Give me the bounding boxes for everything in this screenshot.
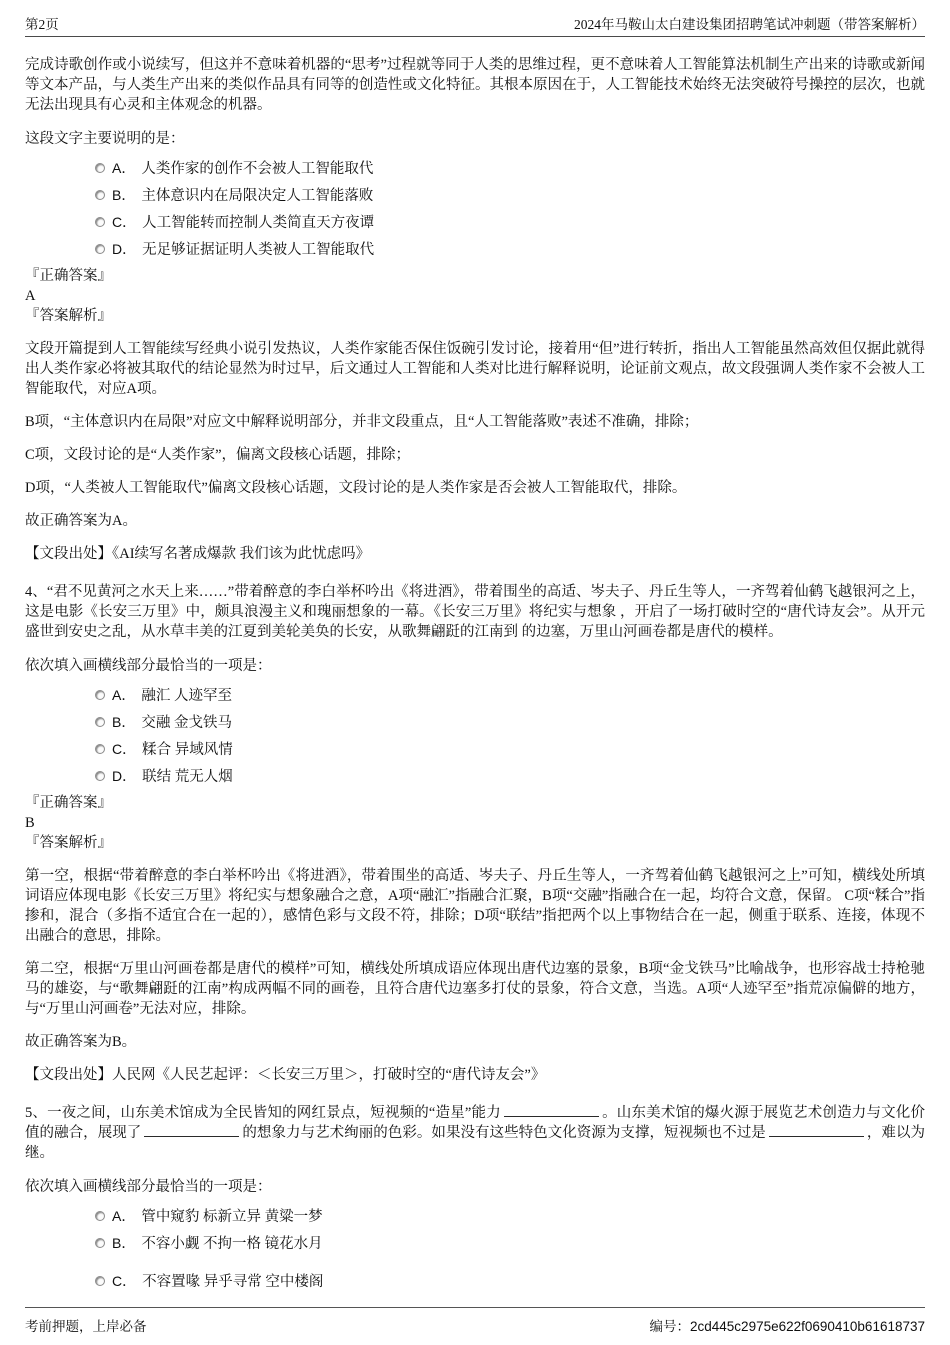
analysis-section-label: 『答案解析』 xyxy=(25,308,112,324)
option-text: 主体意识内在局限决定人工智能落败 xyxy=(141,188,374,204)
question-stem: 依次填入画横线部分最恰当的一项是： xyxy=(25,658,272,674)
option-letter: D． xyxy=(112,240,137,257)
radio-button-icon[interactable] xyxy=(95,717,105,727)
option-text: 不容小觑 不拘一格 镜花水月 xyxy=(141,1236,323,1252)
question-stem: 依次填入画横线部分最恰当的一项是： xyxy=(25,1179,272,1195)
option-letter: A． xyxy=(112,1207,136,1224)
radio-button-icon[interactable] xyxy=(95,690,105,700)
answer-block xyxy=(25,793,925,853)
question-passage xyxy=(25,1103,925,1163)
fill-blank-underline xyxy=(504,1104,599,1117)
footer-serial-label: 编号： xyxy=(649,1319,691,1334)
source-reference: 【文段出处】《AI续写名著成爆款 我们该为此忧虑吗》 xyxy=(25,546,371,562)
options-group xyxy=(25,157,925,259)
option-letter: C． xyxy=(112,213,137,230)
question-stem: 这段文字主要说明的是： xyxy=(25,131,185,147)
analysis-paragraph: D项，“人类被人工智能取代”偏离文段核心话题，文段讨论的是人类作家是否会被人工智能取代，排除。 xyxy=(25,480,687,496)
radio-button-icon[interactable] xyxy=(95,771,105,781)
answer-conclusion: 故正确答案为A。 xyxy=(25,513,137,529)
option-letter: C． xyxy=(112,740,137,757)
option-letter: A． xyxy=(112,686,136,703)
option-row[interactable] xyxy=(95,1270,925,1291)
option-row[interactable] xyxy=(95,211,925,232)
option-text: 人类作家的创作不会被人工智能取代 xyxy=(141,161,374,177)
passage-segment: 5、一夜之间，山东美术馆成为全民皆知的网红景点，短视频的“造星”能力 xyxy=(25,1105,501,1121)
footer-serial xyxy=(650,1315,925,1335)
option-row[interactable] xyxy=(95,684,925,705)
answer-section-label: 『正确答案』 xyxy=(25,795,112,811)
option-letter: B． xyxy=(112,186,136,203)
answer-value: A xyxy=(25,288,36,304)
option-text: 糅合 异域风情 xyxy=(142,742,233,758)
option-text: 无足够证据证明人类被人工智能取代 xyxy=(142,242,375,258)
option-row[interactable] xyxy=(95,1232,925,1253)
option-row[interactable] xyxy=(95,738,925,759)
option-text: 交融 金戈铁马 xyxy=(141,715,232,731)
option-letter: B． xyxy=(112,713,136,730)
answer-section-label: 『正确答案』 xyxy=(25,268,112,284)
option-letter: D． xyxy=(112,767,137,784)
passage-segment: ，难以为继。 xyxy=(25,1125,926,1161)
analysis-paragraph: 第二空，根据“万里山河画卷都是唐代的模样”可知，横线处所填成语应体现出唐代边塞的景象，B项“金戈铁马”比喻战争，也形容战士持枪驰马的雄姿，与“歌舞翩跹的江南”构成两幅不同的画卷，且符合唐代边塞多打仗的景象，符合文意，当选。A项“人迹罕至”指荒凉偏僻的地方，与“万里山河画卷”无法对应，排除。 xyxy=(25,961,925,1017)
radio-button-icon[interactable] xyxy=(95,1276,105,1286)
radio-button-icon[interactable] xyxy=(95,190,105,200)
option-row[interactable] xyxy=(95,765,925,786)
radio-button-icon[interactable] xyxy=(95,1211,105,1221)
radio-button-icon[interactable] xyxy=(95,217,105,227)
radio-button-icon[interactable] xyxy=(95,163,105,173)
options-group xyxy=(25,1205,925,1291)
option-row[interactable] xyxy=(95,711,925,732)
option-text: 联结 荒无人烟 xyxy=(142,769,233,785)
page-footer xyxy=(25,1307,925,1335)
passage-continued: 完成诗歌创作或小说续写，但这并不意味着机器的“思考”过程就等同于人类的思维过程，更不意味着人工智能算法机制生产出来的诗歌或新闻等文本产品，与人类生产出来的类似作品具有同等的创造性或文化特征。其根本原因在于，人工智能技术始终无法突破符号操控的层次，也就无法出现具有心灵和主体观念的机器。 xyxy=(25,57,925,113)
analysis-paragraph: 文段开篇提到人工智能续写经典小说引发热议，人类作家能否保住饭碗引发讨论，接着用“但”进行转折，指出人工智能虽然高效但仅据此就得出人类作家必将被其取代的结论显然为时过早，后文通过人工智能和人类对比进行解释说明，论证前文观点，故文段强调人类作家不会被人工智能取代，对应A项。 xyxy=(25,341,925,397)
footer-serial-value: 2cd445c2975e622f0690410b61618737 xyxy=(690,1319,925,1334)
option-text: 不容置喙 异乎寻常 空中楼阁 xyxy=(142,1274,324,1290)
passage-segment: 。山东美术馆的爆火源于展览艺术创造力与文化价值的融合，展现了 xyxy=(25,1105,925,1141)
analysis-section-label: 『答案解析』 xyxy=(25,835,112,851)
option-letter: C． xyxy=(112,1272,137,1289)
option-letter: B． xyxy=(112,1234,136,1251)
answer-conclusion: 故正确答案为B。 xyxy=(25,1034,137,1050)
passage-segment: 的想象力与艺术绚丽的色彩。如果没有这些特色文化资源为支撑，短视频也不过是 xyxy=(242,1125,766,1141)
option-row[interactable] xyxy=(95,157,925,178)
analysis-paragraph: C项，文段讨论的是“人类作家”，偏离文段核心话题，排除； xyxy=(25,447,411,463)
option-row[interactable] xyxy=(95,238,925,259)
option-row[interactable] xyxy=(95,1205,925,1226)
footer-slogan: 考前押题，上岸必备 xyxy=(25,1319,147,1334)
radio-button-icon[interactable] xyxy=(95,244,105,254)
radio-button-icon[interactable] xyxy=(95,1238,105,1248)
page-number: 第2页 xyxy=(25,17,59,32)
options-group xyxy=(25,684,925,786)
option-text: 融汇 人迹罕至 xyxy=(141,688,232,704)
option-row[interactable] xyxy=(95,184,925,205)
fill-blank-underline xyxy=(769,1124,864,1137)
radio-button-icon[interactable] xyxy=(95,744,105,754)
analysis-paragraph: B项，“主体意识内在局限”对应文中解释说明部分，并非文段重点，且“人工智能落败”表述不准确，排除； xyxy=(25,414,699,430)
option-text: 人工智能转而控制人类简直天方夜谭 xyxy=(142,215,375,231)
source-reference: 【文段出处】人民网《人民艺起评：＜长安三万里＞，打破时空的“唐代诗友会”》 xyxy=(25,1067,546,1083)
fill-blank-underline xyxy=(144,1124,239,1137)
option-text: 管中窥豹 标新立异 黄粱一梦 xyxy=(141,1209,323,1225)
option-letter: A． xyxy=(112,159,136,176)
doc-title: 2024年马鞍山太白建设集团招聘笔试冲刺题（带答案解析） xyxy=(574,17,925,32)
answer-block xyxy=(25,266,925,326)
question-passage: 4、“君不见黄河之水天上来……”带着醉意的李白举杯吟出《将进酒》，带着围坐的高适、岑夫子、丹丘生等人，一齐驾着仙鹤飞越银河之上，这是电影《长安三万里》中，颇具浪漫主义和瑰丽想象的一幕。《长安三万里》将纪实与想象 ，开启了一场打破时空的“唐代诗友会”。从开元盛世到安史之乱，从水草丰美的江夏到美轮美奂的长安，从歌舞翩跹的江南到 的边塞，万里山河画卷都是唐代的模样。 xyxy=(25,584,925,640)
answer-value: B xyxy=(25,815,35,831)
analysis-paragraph: 第一空，根据“带着醉意的李白举杯吟出《将进酒》，带着围坐的高适、岑夫子、丹丘生等人，一齐驾着仙鹤飞越银河之上”可知，横线处所填词语应体现电影《长安三万里》将纪实与想象融合之意，A项“融汇”指融合汇聚，B项“交融”指融合在一起，均符合文意，保留。 C项“糅合”指掺和，混合（多指不适宜合在一起的），感情色彩与文段不符，排除；D项“联结”指把两个以上事物结合在一起，侧重于联系、连接，体现不出融合的意思，排除。 xyxy=(25,868,925,944)
page-header xyxy=(25,13,925,37)
